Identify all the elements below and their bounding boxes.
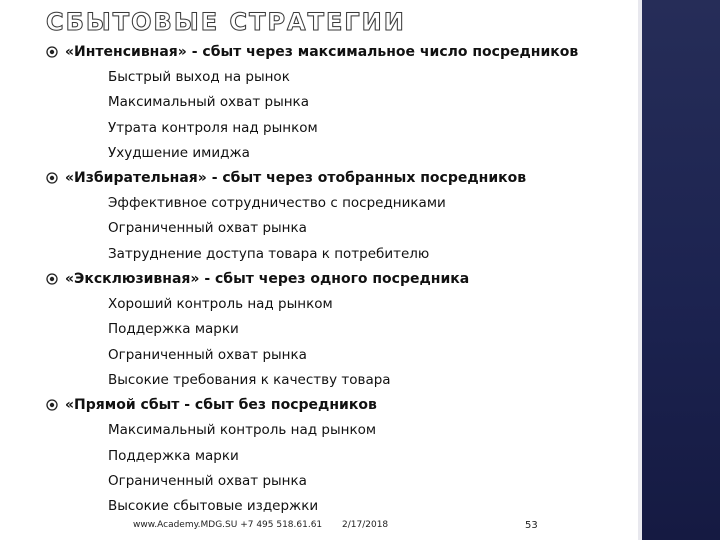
list-item: Ограниченный охват рынка [108, 346, 307, 363]
list-item: Утрата контроля над рынком [108, 119, 318, 136]
list-item: Высокие сбытовые издержки [108, 498, 319, 515]
list-item: Максимальный охват рынка [108, 94, 309, 111]
sidebar-decoration [642, 0, 720, 540]
list-item: Эффективное сотрудничество с посредниками [108, 195, 446, 212]
list-item: Ограниченный охват рынка [108, 220, 307, 237]
circle-bullet-icon [46, 399, 58, 411]
sidebar-edge [638, 0, 642, 540]
section-heading [46, 40, 636, 65]
section-heading-text: «Избирательная» - сбыт через отобранных посредников [65, 170, 527, 187]
list-item: Хороший контроль над рынком [108, 296, 333, 313]
list-item: Поддержка марки [108, 447, 239, 464]
footer-date: 2/17/2018 [342, 520, 389, 530]
list-item: Высокие требования к качеству товара [108, 371, 391, 388]
list-item: Ухудшение имиджа [108, 144, 250, 161]
list-item: Максимальный контроль над рынком [108, 422, 377, 439]
footer-site: www.Academy.MDG.SU +7 495 518.61.61 [133, 520, 323, 530]
slide-content [46, 40, 636, 519]
list-item: Поддержка марки [108, 321, 239, 338]
slide-title: СБЫТОВЫЕ СТРАТЕГИИ [46, 8, 406, 36]
circle-bullet-icon [46, 273, 58, 285]
page-number: 53 [525, 520, 538, 531]
circle-bullet-icon [46, 172, 58, 184]
list-item: Ограниченный охват рынка [108, 472, 307, 489]
section-heading-text: «Эксклюзивная» - сбыт через одного посредника [65, 271, 470, 288]
section-heading-text: «Интенсивная» - сбыт через максимальное число посредников [65, 44, 579, 60]
list-item: Затруднение доступа товара к потребителю [108, 245, 430, 262]
section-heading [46, 393, 636, 418]
section-heading-text: «Прямой сбыт - сбыт без посредников [65, 397, 377, 414]
circle-bullet-icon [46, 46, 58, 58]
list-item: Быстрый выход на рынок [108, 69, 290, 85]
section-heading [46, 267, 636, 292]
section-heading [46, 166, 636, 191]
